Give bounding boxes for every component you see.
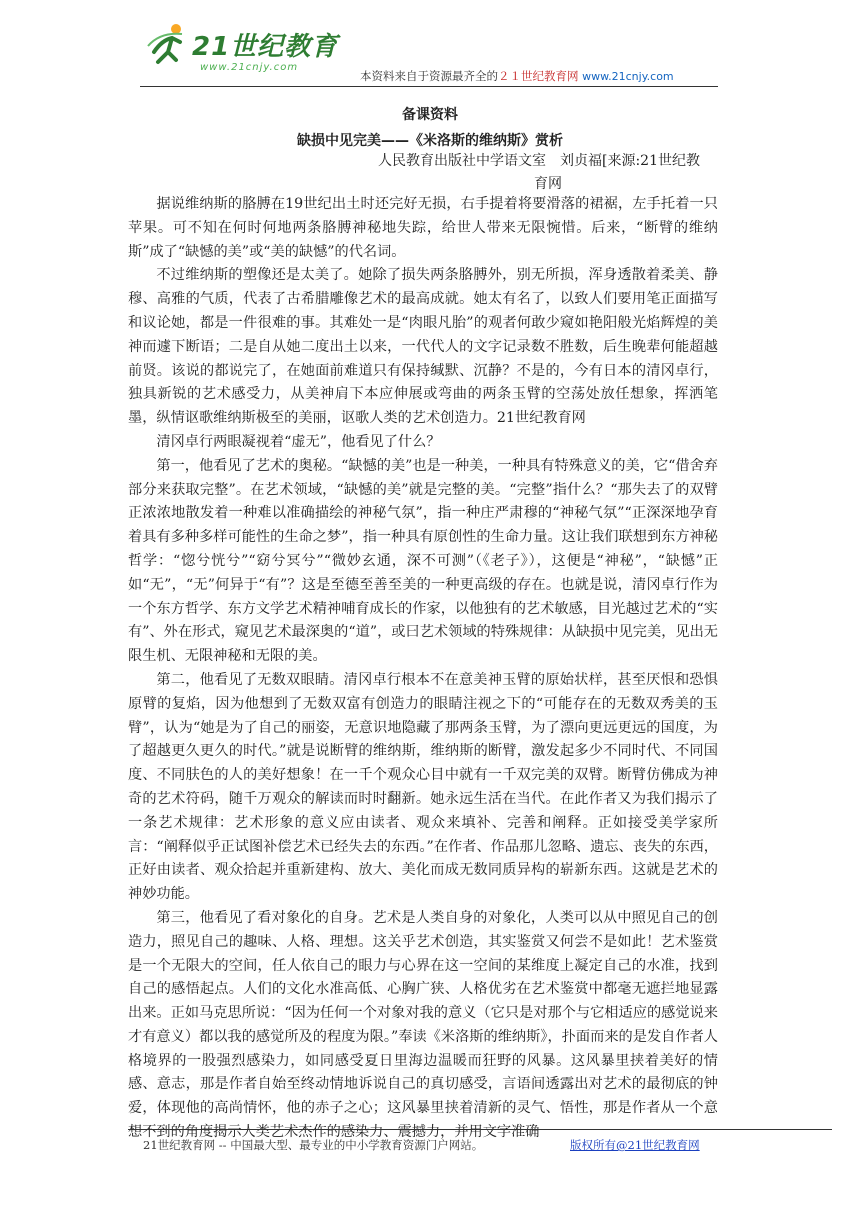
runner-logo-icon <box>146 22 190 66</box>
logo-wordmark: 21世纪教育 <box>192 32 339 62</box>
byline-line1: 人民教育出版社中学语文室 刘贞福[来源:21世纪教 <box>378 153 700 169</box>
doc-title: 缺损中见完美——《米洛斯的维纳斯》赏析 <box>297 133 563 149</box>
footer-divider <box>128 1129 832 1130</box>
header-divider <box>140 86 718 87</box>
paragraph: 第一，他看见了艺术的奥秘。“缺憾的美”也是一种美，一种具有特殊意义的美，它“借舍弃部分来获取完整”。在艺术领域，“缺憾的美”就是完整的美。“完整”指什么？“那失去了的双臂正浓浓地散发着一种难以准确描绘的神秘气氛”，指一种庄严肃穆的“神秘气氛”“正深深地孕育着具有多种多样可能性的生命之梦”，指一种具有原创性的生命力量。这让我们联想到东方神秘哲学：“惚兮恍兮”“窈兮冥兮”“微妙玄通，深不可测”（《老子》），这便是“神秘”，“缺憾”正如“无”，“无”何异于“有”？这是至德至善至美的一种更高级的存在。也就是说，清冈卓行作为一个东方哲学、东方文学艺术精神哺育成长的作家，以他独有的艺术敏感，目光越过艺术的“实有”、外在形式，窥见艺术最深奥的“道”，或曰艺术领域的特殊规律：从缺损中见完美，见出无限生机、无限神秘和无限的美。 <box>128 457 718 665</box>
page-header <box>140 18 720 86</box>
header-source-note <box>360 68 674 84</box>
footer-text: 21世纪教育网 -- 中国最大型、最专业的中小学教育资源门户网站。 <box>143 1138 484 1152</box>
site-logo[interactable] <box>140 18 340 82</box>
copyright-link[interactable]: 版权所有@21世纪教育网 <box>570 1138 700 1152</box>
paragraph: 不过维纳斯的塑像还是太美了。她除了损失两条胳膊外，别无所损，浑身透散着柔美、静穆、高雅的气质，代表了古希腊雕像艺术的最高成就。她太有名了，以致人们要用笔正面描写和议论她，都是一件很难的事。其难处一是“肉眼凡胎”的观者何敢少窥如艳阳般光焰辉煌的美神而遽下断语；二是自从她二度出土以来，一代代人的文字记录数不胜数，后生晚辈何能超越前贤。该说的都说完了，在她面前难道只有保持缄默、沉静？不是的，今有日本的清冈卓行，独具新锐的艺术感受力，从美神肩下本应伸展或弯曲的两条玉臂的空荡处放任想象，挥洒笔墨，纵情讴歌维纳斯极至的美丽，讴歌人类的艺术创造力。21世纪教育网 <box>128 267 718 427</box>
paragraph: 第二，他看见了无数双眼睛。清冈卓行根本不在意美神玉臂的原始状样，甚至厌恨和恐惧原臂的复焰，因为他想到了无数双富有创造力的眼睛注视之下的“可能存在的无数双秀美的玉臂”，认为“她是为了自己的丽姿，无意识地隐藏了那两条玉臂，为了漂向更远更远的国度，为了超越更久更久的时代。”就是说断臂的维纳斯，维纳斯的断臂，激发起多少不同时代、不同国度、不同肤色的人的美好想象！在一千个观众心目中就有一千双完美的双臂。断臂仿佛成为神奇的艺术符码，随千万观众的解读而时时翻新。她永远生活在当代。在此作者又为我们揭示了一条艺术规律：艺术形象的意义应由读者、观众来填补、完善和阐释。正如接受美学家所言：“阐释似乎正试图补偿艺术已经失去的东西。”在作者、作品那儿忽略、遗忘、丧失的东西，正好由读者、观众拾起并重新建构、放大、美化而成无数同质异构的崭新东西。这就是艺术的神妙功能。 <box>128 671 718 903</box>
doc-byline <box>378 150 718 196</box>
byline-line2: 育网 <box>534 176 562 192</box>
doc-body <box>128 193 718 1145</box>
paragraph: 第三，他看见了看对象化的自身。艺术是人类自身的对象化，人类可以从中照见自己的创造力，照见自己的趣味、人格、理想。这关乎艺术创造，其实鉴赏又何尝不是如此！艺术鉴赏是一个无限大的空间，任人依自己的眼力与心界在这一空间的某维度上凝定自己的水准，找到自己的感悟起点。人们的文化水准高低、心胸广狭、人格优劣在艺术鉴赏中都毫无遮拦地显露出来。正如马克思所说：“因为任何一个对象对我的意义（它只是对那个与它相适应的感觉说来才有意义）都以我的感觉所及的程度为限。”奉读《米洛斯的维纳斯》，扑面而来的是发自作者人格境界的一股强烈感染力，如同感受夏日里海边温暖而狂野的风暴。这风暴里挟着美好的情感、意志，那是作者自始至终动情地诉说自己的真切感受，言语间透露出对艺术的最彻底的钟爱，体现他的高尚情怀，他的赤子之心；这风暴里挟着清新的灵气、悟性，那是作者从一个意想不到的角度揭示人类艺术杰作的感染力、震撼力，并用文字准确 <box>128 909 718 1141</box>
paragraph: 清冈卓行两眼凝视着“虚无”，他看见了什么？ <box>156 433 441 450</box>
header-site-link[interactable]: www.21cnjy.com <box>582 70 674 83</box>
doc-label: 备课资料 <box>402 107 458 123</box>
logo-url: www.21cnjy.com <box>200 62 299 73</box>
header-note-prefix: 本资料来自于资源最齐全的 <box>360 69 498 83</box>
header-brand: ２１世纪教育网 <box>498 69 579 83</box>
paragraph: 据说维纳斯的胳膊在19世纪出土时还完好无损，右手提着将要滑落的裙裾，左手托着一只苹果。可不知在何时何地两条胳膊神秘地失踪，给世人带来无限惋惜。后来，“断臂的维纳斯”成了“缺憾的美”或“美的缺憾”的代名词。 <box>128 196 718 260</box>
